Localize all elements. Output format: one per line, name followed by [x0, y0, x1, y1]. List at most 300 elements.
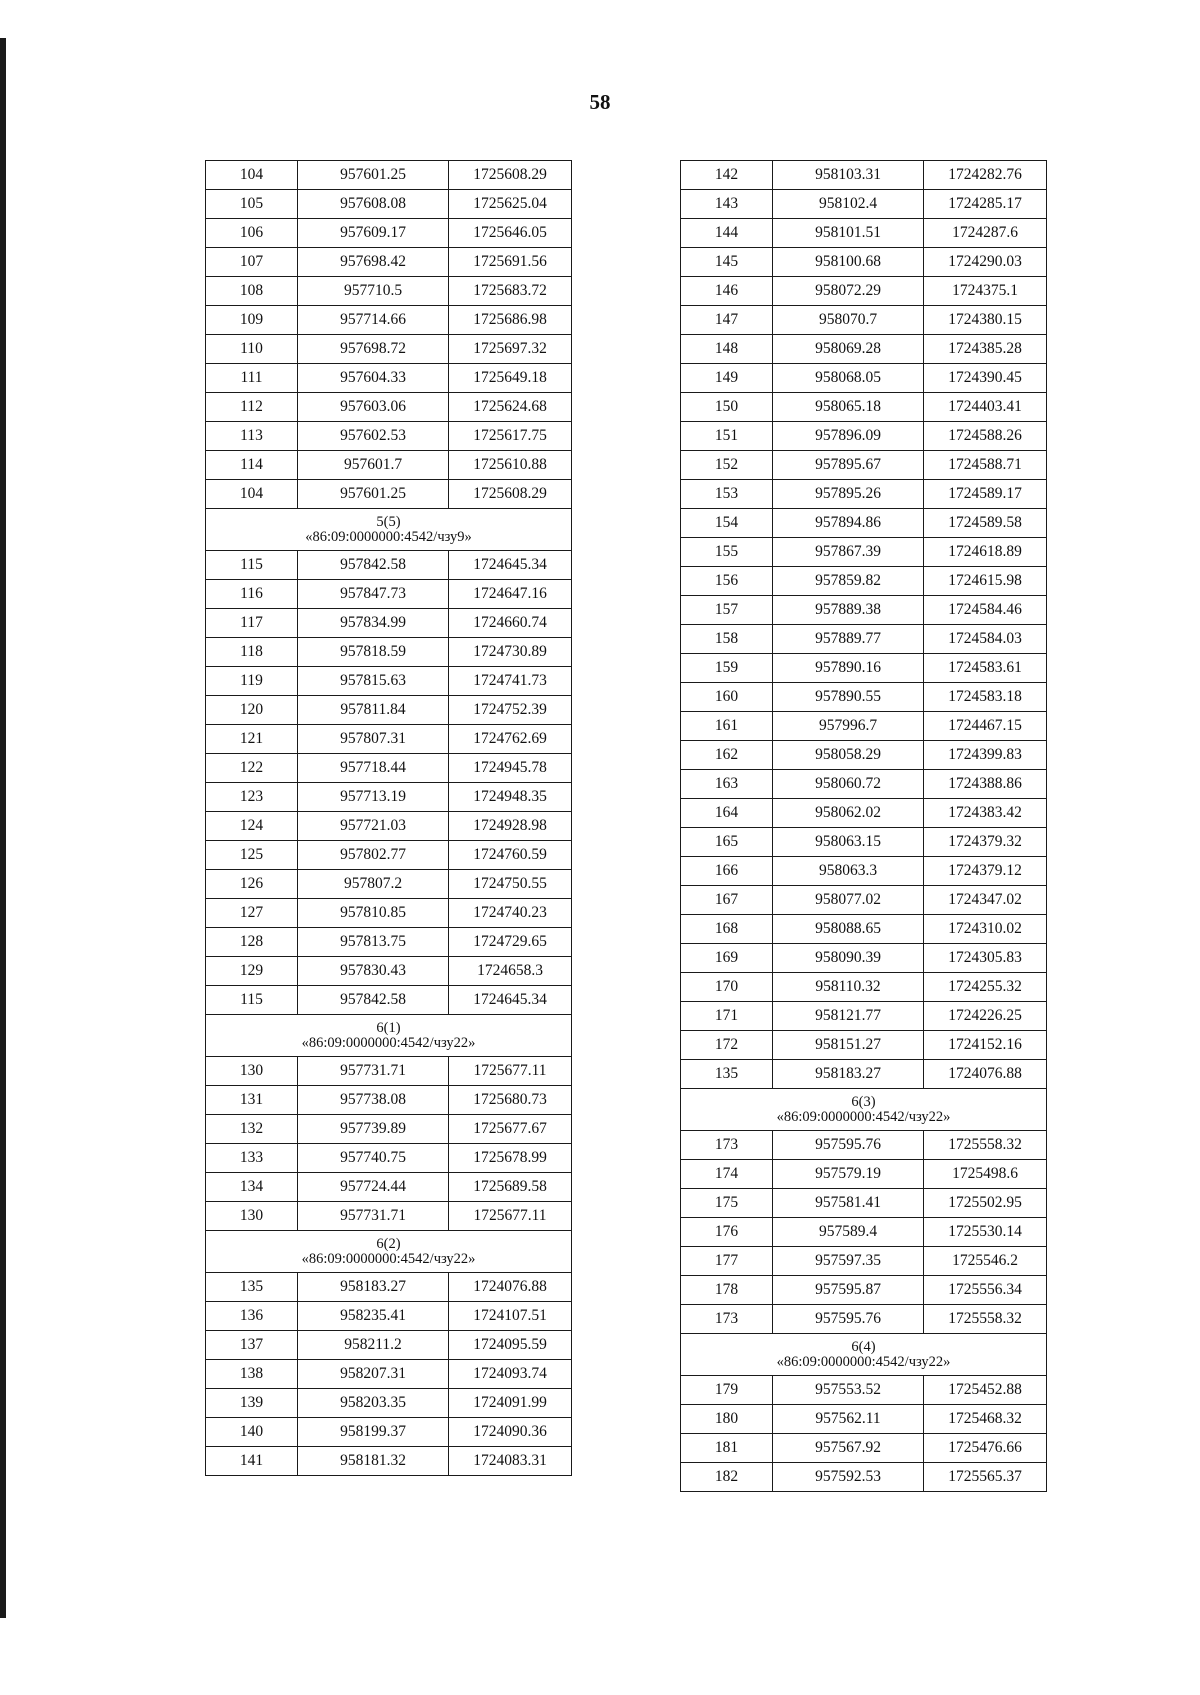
point-number: 140 — [206, 1418, 298, 1447]
x-coordinate: 957738.08 — [298, 1086, 449, 1115]
y-coordinate: 1725649.18 — [449, 364, 572, 393]
x-coordinate: 958103.31 — [773, 161, 924, 190]
x-coordinate: 958183.27 — [773, 1060, 924, 1089]
point-number: 116 — [206, 580, 298, 609]
point-number: 153 — [681, 480, 773, 509]
point-number: 142 — [681, 161, 773, 190]
y-coordinate: 1724583.61 — [924, 654, 1047, 683]
y-coordinate: 1725558.32 — [924, 1131, 1047, 1160]
x-coordinate: 957996.7 — [773, 712, 924, 741]
x-coordinate: 957601.25 — [298, 480, 449, 509]
y-coordinate: 1724390.45 — [924, 364, 1047, 393]
y-coordinate: 1725530.14 — [924, 1218, 1047, 1247]
point-number: 120 — [206, 696, 298, 725]
x-coordinate: 958070.7 — [773, 306, 924, 335]
y-coordinate: 1725468.32 — [924, 1405, 1047, 1434]
y-coordinate: 1724589.17 — [924, 480, 1047, 509]
section-number: 6(1) — [376, 1019, 401, 1036]
x-coordinate: 958069.28 — [773, 335, 924, 364]
y-coordinate: 1724310.02 — [924, 915, 1047, 944]
x-coordinate: 958102.4 — [773, 190, 924, 219]
table-body — [681, 161, 1047, 1492]
x-coordinate: 957698.42 — [298, 248, 449, 277]
y-coordinate: 1725502.95 — [924, 1189, 1047, 1218]
point-row — [681, 1405, 1047, 1434]
point-row — [206, 754, 572, 783]
y-coordinate: 1725689.58 — [449, 1173, 572, 1202]
point-number: 115 — [206, 986, 298, 1015]
y-coordinate: 1724090.36 — [449, 1418, 572, 1447]
x-coordinate: 957834.99 — [298, 609, 449, 638]
point-number: 163 — [681, 770, 773, 799]
y-coordinate: 1724945.78 — [449, 754, 572, 783]
x-coordinate: 957581.41 — [773, 1189, 924, 1218]
y-coordinate: 1725617.75 — [449, 422, 572, 451]
y-coordinate: 1724095.59 — [449, 1331, 572, 1360]
y-coordinate: 1724285.17 — [924, 190, 1047, 219]
point-row — [206, 219, 572, 248]
point-number: 105 — [206, 190, 298, 219]
y-coordinate: 1724226.25 — [924, 1002, 1047, 1031]
x-coordinate: 957595.87 — [773, 1276, 924, 1305]
point-number: 169 — [681, 944, 773, 973]
point-number: 173 — [681, 1131, 773, 1160]
x-coordinate: 958211.2 — [298, 1331, 449, 1360]
point-row — [681, 393, 1047, 422]
x-coordinate: 957718.44 — [298, 754, 449, 783]
x-coordinate: 957807.31 — [298, 725, 449, 754]
point-row — [206, 1173, 572, 1202]
point-row — [206, 928, 572, 957]
point-number: 158 — [681, 625, 773, 654]
x-coordinate: 958121.77 — [773, 1002, 924, 1031]
section-header-row — [206, 1015, 572, 1057]
point-number: 167 — [681, 886, 773, 915]
point-row — [681, 1276, 1047, 1305]
y-coordinate: 1724255.32 — [924, 973, 1047, 1002]
point-number: 125 — [206, 841, 298, 870]
point-number: 129 — [206, 957, 298, 986]
y-coordinate: 1725646.05 — [449, 219, 572, 248]
point-number: 118 — [206, 638, 298, 667]
point-number: 166 — [681, 857, 773, 886]
point-number: 132 — [206, 1115, 298, 1144]
point-number: 156 — [681, 567, 773, 596]
y-coordinate: 1724588.26 — [924, 422, 1047, 451]
section-header-row — [206, 509, 572, 551]
y-coordinate: 1725608.29 — [449, 480, 572, 509]
x-coordinate: 957731.71 — [298, 1057, 449, 1086]
point-number: 131 — [206, 1086, 298, 1115]
section-header — [206, 509, 572, 551]
point-row — [206, 783, 572, 812]
y-coordinate: 1725677.11 — [449, 1057, 572, 1086]
x-coordinate: 957597.35 — [773, 1247, 924, 1276]
point-row — [206, 1202, 572, 1231]
x-coordinate: 957842.58 — [298, 551, 449, 580]
point-row — [206, 451, 572, 480]
point-number: 126 — [206, 870, 298, 899]
point-number: 161 — [681, 712, 773, 741]
y-coordinate: 1724385.28 — [924, 335, 1047, 364]
point-row — [681, 1434, 1047, 1463]
x-coordinate: 957896.09 — [773, 422, 924, 451]
x-coordinate: 957739.89 — [298, 1115, 449, 1144]
y-coordinate: 1724388.86 — [924, 770, 1047, 799]
x-coordinate: 957710.5 — [298, 277, 449, 306]
x-coordinate: 957894.86 — [773, 509, 924, 538]
point-number: 137 — [206, 1331, 298, 1360]
point-number: 134 — [206, 1173, 298, 1202]
x-coordinate: 958088.65 — [773, 915, 924, 944]
x-coordinate: 958101.51 — [773, 219, 924, 248]
point-row — [206, 638, 572, 667]
point-number: 147 — [681, 306, 773, 335]
x-coordinate: 958100.68 — [773, 248, 924, 277]
point-number: 124 — [206, 812, 298, 841]
y-coordinate: 1724107.51 — [449, 1302, 572, 1331]
x-coordinate: 957602.53 — [298, 422, 449, 451]
x-coordinate: 957713.19 — [298, 783, 449, 812]
point-row — [206, 393, 572, 422]
point-number: 110 — [206, 335, 298, 364]
y-coordinate: 1725691.56 — [449, 248, 572, 277]
y-coordinate: 1724928.98 — [449, 812, 572, 841]
point-row — [681, 538, 1047, 567]
x-coordinate: 958203.35 — [298, 1389, 449, 1418]
cadastral-number: «86:09:0000000:4542/чзу22» — [301, 1250, 476, 1267]
y-coordinate: 1725697.32 — [449, 335, 572, 364]
x-coordinate: 958063.15 — [773, 828, 924, 857]
point-row — [206, 725, 572, 754]
y-coordinate: 1724948.35 — [449, 783, 572, 812]
x-coordinate: 958065.18 — [773, 393, 924, 422]
point-number: 181 — [681, 1434, 773, 1463]
x-coordinate: 957595.76 — [773, 1305, 924, 1334]
point-row — [681, 886, 1047, 915]
point-row — [206, 190, 572, 219]
point-number: 151 — [681, 422, 773, 451]
point-row — [206, 161, 572, 190]
x-coordinate: 957859.82 — [773, 567, 924, 596]
x-coordinate: 957589.4 — [773, 1218, 924, 1247]
point-number: 128 — [206, 928, 298, 957]
section-header — [206, 1231, 572, 1273]
point-number: 174 — [681, 1160, 773, 1189]
y-coordinate: 1724347.02 — [924, 886, 1047, 915]
point-number: 159 — [681, 654, 773, 683]
point-number: 152 — [681, 451, 773, 480]
point-row — [681, 683, 1047, 712]
coordinates-table-right — [680, 160, 1047, 1492]
point-row — [206, 1302, 572, 1331]
y-coordinate: 1724152.16 — [924, 1031, 1047, 1060]
point-row — [206, 1115, 572, 1144]
y-coordinate: 1724645.34 — [449, 986, 572, 1015]
y-coordinate: 1724583.18 — [924, 683, 1047, 712]
point-row — [206, 248, 572, 277]
point-row — [681, 857, 1047, 886]
y-coordinate: 1724380.15 — [924, 306, 1047, 335]
y-coordinate: 1725610.88 — [449, 451, 572, 480]
point-number: 122 — [206, 754, 298, 783]
section-header-row — [206, 1231, 572, 1273]
x-coordinate: 957608.08 — [298, 190, 449, 219]
point-row — [206, 480, 572, 509]
scan-edge-mark — [0, 38, 6, 1618]
point-number: 160 — [681, 683, 773, 712]
y-coordinate: 1724091.99 — [449, 1389, 572, 1418]
point-row — [681, 1031, 1047, 1060]
point-row — [681, 596, 1047, 625]
point-number: 145 — [681, 248, 773, 277]
table-body — [206, 161, 572, 1476]
point-row — [681, 915, 1047, 944]
point-row — [206, 306, 572, 335]
x-coordinate: 957889.38 — [773, 596, 924, 625]
section-number: 6(3) — [851, 1093, 876, 1110]
point-row — [681, 190, 1047, 219]
y-coordinate: 1724383.42 — [924, 799, 1047, 828]
y-coordinate: 1725498.6 — [924, 1160, 1047, 1189]
point-number: 172 — [681, 1031, 773, 1060]
point-row — [681, 1218, 1047, 1247]
point-number: 165 — [681, 828, 773, 857]
point-row — [681, 770, 1047, 799]
point-row — [681, 973, 1047, 1002]
point-row — [206, 335, 572, 364]
x-coordinate: 957601.7 — [298, 451, 449, 480]
point-row — [681, 1160, 1047, 1189]
y-coordinate: 1725683.72 — [449, 277, 572, 306]
point-row — [681, 422, 1047, 451]
y-coordinate: 1724379.12 — [924, 857, 1047, 886]
y-coordinate: 1724379.32 — [924, 828, 1047, 857]
x-coordinate: 957562.11 — [773, 1405, 924, 1434]
point-row — [681, 944, 1047, 973]
point-row — [681, 248, 1047, 277]
y-coordinate: 1724093.74 — [449, 1360, 572, 1389]
point-row — [681, 1060, 1047, 1089]
point-number: 175 — [681, 1189, 773, 1218]
point-row — [206, 812, 572, 841]
point-row — [206, 667, 572, 696]
point-row — [681, 480, 1047, 509]
point-row — [681, 306, 1047, 335]
point-number: 109 — [206, 306, 298, 335]
x-coordinate: 957867.39 — [773, 538, 924, 567]
point-number: 112 — [206, 393, 298, 422]
y-coordinate: 1725678.99 — [449, 1144, 572, 1173]
point-row — [206, 1360, 572, 1389]
x-coordinate: 957813.75 — [298, 928, 449, 957]
x-coordinate: 958068.05 — [773, 364, 924, 393]
x-coordinate: 957579.19 — [773, 1160, 924, 1189]
point-row — [681, 625, 1047, 654]
y-coordinate: 1724588.71 — [924, 451, 1047, 480]
y-coordinate: 1724305.83 — [924, 944, 1047, 973]
point-number: 170 — [681, 973, 773, 1002]
point-row — [206, 580, 572, 609]
point-number: 115 — [206, 551, 298, 580]
y-coordinate: 1724647.16 — [449, 580, 572, 609]
x-coordinate: 957740.75 — [298, 1144, 449, 1173]
y-coordinate: 1724584.03 — [924, 625, 1047, 654]
x-coordinate: 957592.53 — [773, 1463, 924, 1492]
point-number: 133 — [206, 1144, 298, 1173]
x-coordinate: 958072.29 — [773, 277, 924, 306]
point-number: 173 — [681, 1305, 773, 1334]
x-coordinate: 957802.77 — [298, 841, 449, 870]
y-coordinate: 1724740.23 — [449, 899, 572, 928]
point-number: 148 — [681, 335, 773, 364]
point-row — [206, 841, 572, 870]
x-coordinate: 957604.33 — [298, 364, 449, 393]
y-coordinate: 1725677.11 — [449, 1202, 572, 1231]
x-coordinate: 958090.39 — [773, 944, 924, 973]
y-coordinate: 1724403.41 — [924, 393, 1047, 422]
x-coordinate: 957553.52 — [773, 1376, 924, 1405]
point-row — [206, 1273, 572, 1302]
y-coordinate: 1724467.15 — [924, 712, 1047, 741]
y-coordinate: 1724076.88 — [924, 1060, 1047, 1089]
point-number: 113 — [206, 422, 298, 451]
x-coordinate: 958151.27 — [773, 1031, 924, 1060]
x-coordinate: 958235.41 — [298, 1302, 449, 1331]
point-number: 176 — [681, 1218, 773, 1247]
point-row — [681, 219, 1047, 248]
point-number: 182 — [681, 1463, 773, 1492]
y-coordinate: 1724076.88 — [449, 1273, 572, 1302]
x-coordinate: 957609.17 — [298, 219, 449, 248]
y-coordinate: 1725686.98 — [449, 306, 572, 335]
x-coordinate: 957731.71 — [298, 1202, 449, 1231]
x-coordinate: 957567.92 — [773, 1434, 924, 1463]
point-row — [681, 1247, 1047, 1276]
y-coordinate: 1724399.83 — [924, 741, 1047, 770]
point-number: 136 — [206, 1302, 298, 1331]
y-coordinate: 1724290.03 — [924, 248, 1047, 277]
x-coordinate: 957895.67 — [773, 451, 924, 480]
point-number: 144 — [681, 219, 773, 248]
point-number: 168 — [681, 915, 773, 944]
x-coordinate: 957842.58 — [298, 986, 449, 1015]
x-coordinate: 958110.32 — [773, 973, 924, 1002]
point-number: 138 — [206, 1360, 298, 1389]
point-number: 155 — [681, 538, 773, 567]
point-row — [206, 1057, 572, 1086]
x-coordinate: 957714.66 — [298, 306, 449, 335]
point-number: 135 — [206, 1273, 298, 1302]
y-coordinate: 1724660.74 — [449, 609, 572, 638]
y-coordinate: 1724287.6 — [924, 219, 1047, 248]
y-coordinate: 1724615.98 — [924, 567, 1047, 596]
y-coordinate: 1724762.69 — [449, 725, 572, 754]
y-coordinate: 1725546.2 — [924, 1247, 1047, 1276]
x-coordinate: 958060.72 — [773, 770, 924, 799]
point-row — [681, 364, 1047, 393]
x-coordinate: 957890.16 — [773, 654, 924, 683]
cadastral-number: «86:09:0000000:4542/чзу9» — [305, 528, 472, 545]
point-number: 141 — [206, 1447, 298, 1476]
point-number: 177 — [681, 1247, 773, 1276]
point-number: 108 — [206, 277, 298, 306]
y-coordinate: 1725624.68 — [449, 393, 572, 422]
point-row — [681, 1131, 1047, 1160]
point-number: 164 — [681, 799, 773, 828]
section-number: 5(5) — [376, 513, 401, 530]
y-coordinate: 1725680.73 — [449, 1086, 572, 1115]
x-coordinate: 957698.72 — [298, 335, 449, 364]
point-row — [206, 364, 572, 393]
section-header-row — [681, 1334, 1047, 1376]
point-row — [206, 899, 572, 928]
x-coordinate: 957595.76 — [773, 1131, 924, 1160]
cadastral-number: «86:09:0000000:4542/чзу22» — [776, 1353, 951, 1370]
point-number: 143 — [681, 190, 773, 219]
y-coordinate: 1725625.04 — [449, 190, 572, 219]
point-number: 106 — [206, 219, 298, 248]
x-coordinate: 958199.37 — [298, 1418, 449, 1447]
point-row — [681, 451, 1047, 480]
point-row — [681, 567, 1047, 596]
section-header — [681, 1334, 1047, 1376]
point-row — [206, 870, 572, 899]
section-header — [206, 1015, 572, 1057]
point-number: 119 — [206, 667, 298, 696]
y-coordinate: 1724083.31 — [449, 1447, 572, 1476]
x-coordinate: 957601.25 — [298, 161, 449, 190]
point-row — [681, 161, 1047, 190]
point-number: 104 — [206, 480, 298, 509]
point-row — [681, 277, 1047, 306]
section-header — [681, 1089, 1047, 1131]
y-coordinate: 1725556.34 — [924, 1276, 1047, 1305]
point-number: 117 — [206, 609, 298, 638]
point-row — [206, 957, 572, 986]
point-number: 157 — [681, 596, 773, 625]
x-coordinate: 958207.31 — [298, 1360, 449, 1389]
point-number: 149 — [681, 364, 773, 393]
point-row — [681, 1189, 1047, 1218]
x-coordinate: 958063.3 — [773, 857, 924, 886]
x-coordinate: 957811.84 — [298, 696, 449, 725]
x-coordinate: 957807.2 — [298, 870, 449, 899]
point-number: 123 — [206, 783, 298, 812]
point-number: 114 — [206, 451, 298, 480]
point-number: 121 — [206, 725, 298, 754]
x-coordinate: 958062.02 — [773, 799, 924, 828]
x-coordinate: 957847.73 — [298, 580, 449, 609]
point-number: 111 — [206, 364, 298, 393]
point-row — [681, 712, 1047, 741]
point-number: 154 — [681, 509, 773, 538]
point-number: 178 — [681, 1276, 773, 1305]
y-coordinate: 1724730.89 — [449, 638, 572, 667]
y-coordinate: 1724589.58 — [924, 509, 1047, 538]
y-coordinate: 1725608.29 — [449, 161, 572, 190]
y-coordinate: 1725452.88 — [924, 1376, 1047, 1405]
point-row — [206, 1331, 572, 1360]
x-coordinate: 958058.29 — [773, 741, 924, 770]
point-row — [681, 799, 1047, 828]
y-coordinate: 1724752.39 — [449, 696, 572, 725]
y-coordinate: 1725677.67 — [449, 1115, 572, 1144]
x-coordinate: 957889.77 — [773, 625, 924, 654]
point-row — [681, 1376, 1047, 1405]
y-coordinate: 1724658.3 — [449, 957, 572, 986]
x-coordinate: 957603.06 — [298, 393, 449, 422]
